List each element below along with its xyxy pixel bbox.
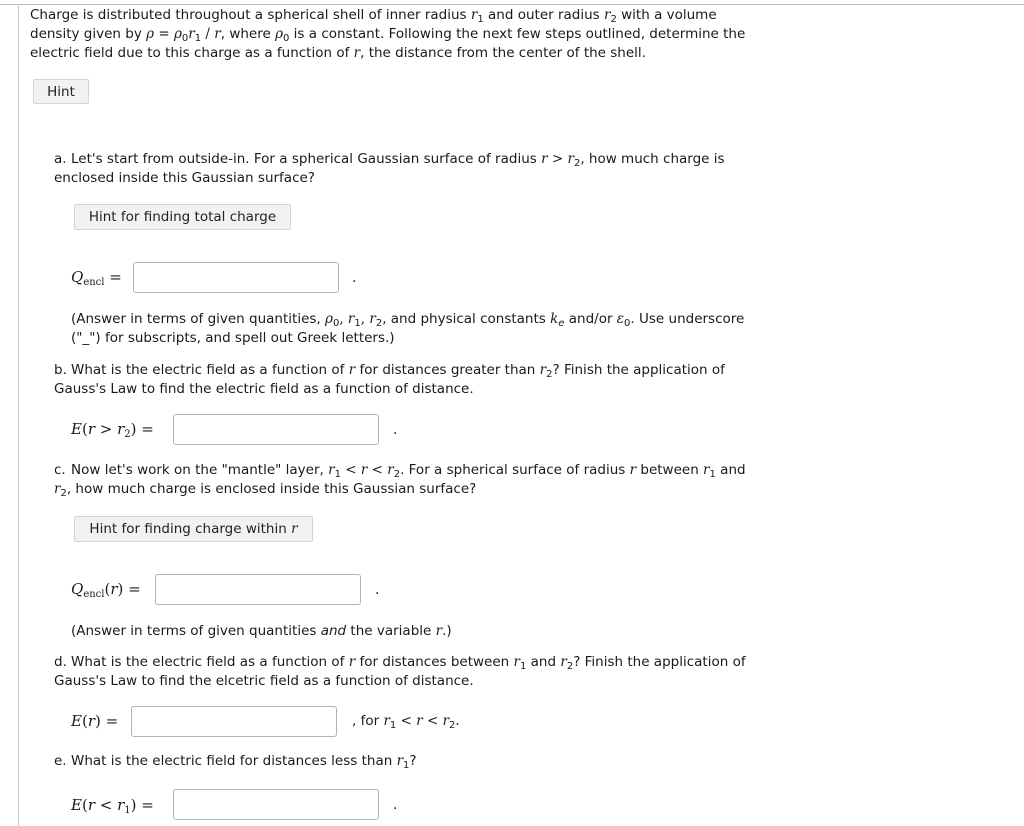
part-a-question: a. Let's start from outside-in. For a spherical Gaussian surface of radius $r > r_2$, how much charge is enclosed inside this Gaussian surface? <box>54 151 725 186</box>
part-b-period: . <box>393 422 398 438</box>
part-e-lhs: $E(r < r_1)$ = <box>71 796 154 816</box>
part-d-lhs: E(r) = <box>71 712 119 730</box>
part-c-period: . <box>375 582 380 598</box>
part-e-question: e. What is the electric field for distances less than $r_1$? <box>54 753 417 771</box>
part-d-domain: , for $r_1 < r < r_2$. <box>352 713 460 731</box>
part-b-question: b. What is the electric field as a function of r for distances greater than $r_2$? Finish the application of Gauss's Law to find the electric field as a function of distance. <box>54 362 725 397</box>
left-border <box>18 4 19 826</box>
part-d-answer-input[interactable] <box>131 706 337 737</box>
part-b-lhs: $E(r > r_2)$ = <box>71 420 154 440</box>
part-c-lhs: $Q_{encl}(r)$ = <box>71 580 141 600</box>
part-c-note: (Answer in terms of given quantities and the variable r.) <box>71 623 452 639</box>
top-divider <box>0 4 1024 5</box>
part-d-question: d. What is the electric field as a function of r for distances between $r_1$ and $r_2$? Finish the application of Gauss's Law to find the elcetric field as a function of distance. <box>54 654 746 689</box>
hint-charge-within-r-button[interactable]: Hint for finding charge within r <box>74 516 313 542</box>
part-c-answer-input[interactable] <box>155 574 361 605</box>
problem-statement: Charge is distributed throughout a spherical shell of inner radius $r_1$ and outer radius $r_2$ with a volume density given by $\rho = \rho_0r_1 / r$, where $\rho_0$ is a constant. Following the next few steps outlined, determine the electric field due to this charge as a function of r, the distance from the center of the shell. <box>30 7 746 61</box>
part-c-question: c. Now let's work on the "mantle" layer, $r_1 < r < r_2$. For a spherical surface of radius r between $r_1$ and $r_2$, how much charge is enclosed inside this Gaussian surface? <box>54 462 746 499</box>
part-a-note: (Answer in terms of given quantities, $\rho_0$, $r_1$, $r_2$, and physical constants $k_e$ and/or $\varepsilon_0$. Use underscore ("_") for subscripts, and spell out Greek letters.) <box>71 311 745 346</box>
part-a-period: . <box>352 270 357 286</box>
part-e-answer-input[interactable] <box>173 789 379 820</box>
part-e-period: . <box>393 797 398 813</box>
part-a-answer-input[interactable] <box>133 262 339 293</box>
hint-total-charge-button[interactable]: Hint for finding total charge <box>74 204 291 230</box>
hint-button[interactable]: Hint <box>33 79 89 104</box>
part-a-lhs: $Q_{encl}$ = <box>71 268 122 288</box>
part-b-answer-input[interactable] <box>173 414 379 445</box>
